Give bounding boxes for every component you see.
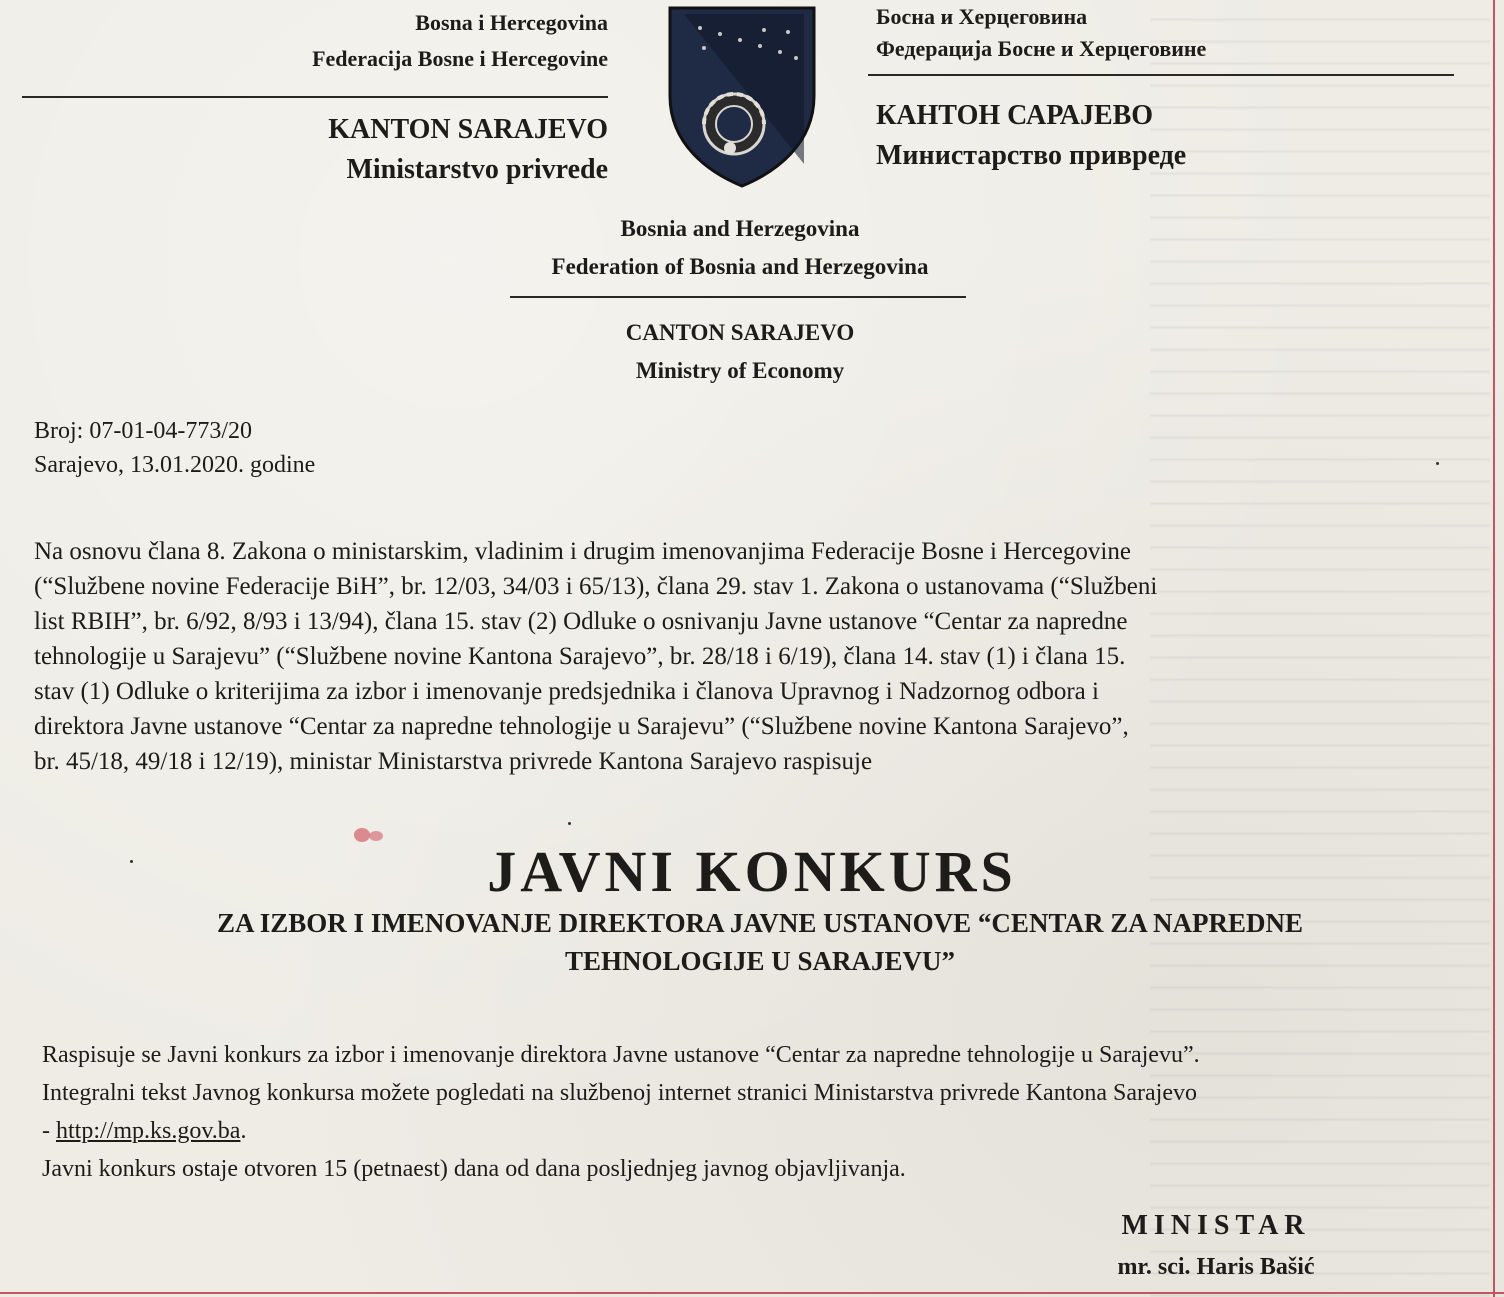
signature-name: mr. sci. Haris Bašić bbox=[1117, 1254, 1315, 1280]
print-speck bbox=[568, 822, 571, 825]
header-center-rule bbox=[510, 296, 966, 298]
preamble-line: (“Službene novine Federacije BiH”, br. 12/03, 34/03 i 65/13), člana 29. stav 1. Zakona o ustanovama (“Službeni bbox=[34, 573, 1158, 600]
header-center-federation: Federation of Bosnia and Herzegovina bbox=[551, 254, 929, 279]
announcement-title: JAVNI KONKURS bbox=[487, 839, 1017, 904]
announcement-body bbox=[42, 1036, 1472, 1188]
announcement-subtitle-line1: ZA IZBOR I IMENOVANJE DIREKTORA JAVNE USTANOVE “CENTAR ZA NAPREDNE bbox=[217, 908, 1303, 938]
preamble-line: stav (1) Odluke o kriterijima za izbor i imenovanje predsjednika i članova Upravnog i Nadzornog odbora i bbox=[34, 678, 1099, 705]
legal-preamble bbox=[34, 534, 1464, 779]
header-right-rule bbox=[868, 74, 1454, 76]
preamble-line: tehnologije u Sarajevu” (“Službene novine Kantona Sarajevo”, br. 28/18 i 6/19), člana 14. stav (1) i člana 15. bbox=[34, 643, 1126, 670]
header-center-country: Bosnia and Herzegovina bbox=[620, 216, 860, 241]
document-date: Sarajevo, 13.01.2020. godine bbox=[34, 452, 316, 478]
body-line-1: Raspisuje se Javni konkurs za izbor i imenovanje direktora Javne ustanove “Centar za napredne tehnologije u Sarajevu”. bbox=[42, 1042, 1200, 1068]
body-line-2: Integralni tekst Javnog konkursa možete pogledati na službenoj internet stranici Ministarstva privrede Kantona Sarajevo bbox=[42, 1080, 1197, 1106]
coat-of-arms-icon bbox=[664, 4, 820, 190]
preamble-line: br. 45/18, 49/18 i 12/19), ministar Ministarstva privrede Kantona Sarajevo raspisuje bbox=[34, 748, 873, 775]
print-speck bbox=[1436, 462, 1439, 465]
signature-title: MINISTAR bbox=[1121, 1210, 1311, 1241]
header-center-ministry: Ministry of Economy bbox=[635, 358, 845, 383]
preamble-line: Na osnovu člana 8. Zakona o ministarskim, vladinim i drugim imenovanjima Federacije Bosne i Hercegovine bbox=[34, 538, 1131, 565]
body-link-prefix: - bbox=[42, 1118, 56, 1144]
header-left-federation: Federacija Bosne i Hercegovine bbox=[312, 46, 608, 71]
body-line-3 bbox=[42, 1112, 1472, 1150]
header-left-canton: KANTON SARAJEVO bbox=[328, 114, 608, 145]
preamble-line: direktora Javne ustanove “Centar za napredne tehnologije u Sarajevu” (“Službene novine Kantona Sarajevo”, bbox=[34, 713, 1129, 740]
frame-border-right bbox=[1493, 0, 1495, 1297]
header-left-ministry: Ministarstvo privrede bbox=[346, 154, 608, 185]
header-left-rule bbox=[22, 96, 608, 98]
body-line-4: Javni konkurs ostaje otvoren 15 (petnaest) dana od dana posljednjeg javnog objavljivanja. bbox=[42, 1156, 906, 1182]
ministry-website-link[interactable]: http://mp.ks.gov.ba bbox=[56, 1118, 241, 1144]
preamble-line: list RBIH”, br. 6/92, 8/93 i 13/94), člana 15. stav (2) Odluke o osnivanju Javne ustanove “Centar za napredne bbox=[34, 608, 1128, 635]
body-link-suffix: . bbox=[240, 1118, 247, 1144]
frame-border-bottom bbox=[0, 1292, 1504, 1294]
header-right-canton: КАНТОН САРАЈЕВО bbox=[876, 100, 1154, 131]
header-right-ministry: Министарство привреде bbox=[876, 140, 1187, 171]
header-left-country: Bosna i Hercegovina bbox=[415, 10, 608, 35]
announcement-subtitle-line2: TEHNOLOGIJE U SARAJEVU” bbox=[564, 946, 956, 976]
header-center-canton: CANTON SARAJEVO bbox=[625, 320, 855, 345]
header-right-country: Босна и Херцеговина bbox=[876, 4, 1088, 29]
header-right-federation: Федерација Босне и Херцеговине bbox=[876, 36, 1207, 61]
document-number: Broj: 07-01-04-773/20 bbox=[34, 418, 252, 444]
